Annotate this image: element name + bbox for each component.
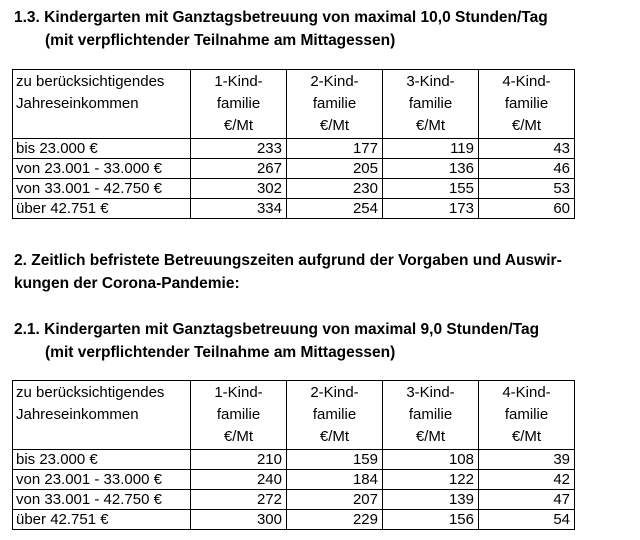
value-cell: 240 bbox=[191, 470, 287, 490]
header-line: 4-Kind- bbox=[502, 73, 551, 90]
table-row bbox=[13, 199, 575, 219]
section-2-heading bbox=[14, 249, 562, 295]
value-cell: 39 bbox=[479, 450, 575, 470]
header-line: familie bbox=[216, 406, 261, 423]
header-line: €/Mt bbox=[511, 428, 542, 445]
income-cell: über 42.751 € bbox=[13, 199, 191, 219]
value-cell: 53 bbox=[479, 179, 575, 199]
value-cell: 136 bbox=[383, 159, 479, 179]
header-cell-2-kind bbox=[287, 70, 383, 139]
income-cell: bis 23.000 € bbox=[13, 139, 191, 159]
value-cell: 302 bbox=[191, 179, 287, 199]
section-2-1-heading bbox=[14, 318, 539, 364]
header-cell-1-kind bbox=[191, 70, 287, 139]
fee-table-2-1 bbox=[12, 380, 575, 530]
income-cell: bis 23.000 € bbox=[13, 450, 191, 470]
header-line: 1-Kind- bbox=[214, 73, 263, 90]
header-cell-2-kind bbox=[287, 381, 383, 450]
value-cell: 60 bbox=[479, 199, 575, 219]
value-cell: 159 bbox=[287, 450, 383, 470]
table-header-row bbox=[13, 70, 575, 139]
value-cell: 155 bbox=[383, 179, 479, 199]
header-cell-4-kind bbox=[479, 381, 575, 450]
value-cell: 119 bbox=[383, 139, 479, 159]
table-row bbox=[13, 159, 575, 179]
header-line: familie bbox=[408, 406, 453, 423]
header-line: familie bbox=[216, 95, 261, 112]
income-header-cell bbox=[13, 381, 191, 450]
section-2-1-title: 2.1. Kindergarten mit Ganztagsbetreuung von maximal 9,0 Stunden/Tag bbox=[14, 321, 540, 338]
header-cell-4-kind bbox=[479, 70, 575, 139]
header-line: €/Mt bbox=[223, 117, 254, 134]
header-line: €/Mt bbox=[415, 428, 446, 445]
header-line: 2-Kind- bbox=[310, 384, 359, 401]
header-line: €/Mt bbox=[319, 428, 350, 445]
income-cell: von 23.001 - 33.000 € bbox=[13, 159, 191, 179]
header-line: 1-Kind- bbox=[214, 384, 263, 401]
fee-table-1-3 bbox=[12, 69, 575, 219]
value-cell: 54 bbox=[479, 510, 575, 530]
header-line: €/Mt bbox=[319, 117, 350, 134]
value-cell: 177 bbox=[287, 139, 383, 159]
header-line: 4-Kind- bbox=[502, 384, 551, 401]
value-cell: 173 bbox=[383, 199, 479, 219]
table-row bbox=[13, 450, 575, 470]
header-line: €/Mt bbox=[415, 117, 446, 134]
value-cell: 122 bbox=[383, 470, 479, 490]
table-row bbox=[13, 470, 575, 490]
income-cell: von 33.001 - 42.750 € bbox=[13, 179, 191, 199]
value-cell: 156 bbox=[383, 510, 479, 530]
income-header-line: zu berücksichtigendes bbox=[16, 73, 165, 90]
income-cell: von 33.001 - 42.750 € bbox=[13, 490, 191, 510]
value-cell: 43 bbox=[479, 139, 575, 159]
header-line: familie bbox=[312, 95, 357, 112]
value-cell: 229 bbox=[287, 510, 383, 530]
header-cell-3-kind bbox=[383, 70, 479, 139]
income-cell: von 23.001 - 33.000 € bbox=[13, 470, 191, 490]
value-cell: 108 bbox=[383, 450, 479, 470]
table-row bbox=[13, 179, 575, 199]
income-header-line: Jahreseinkommen bbox=[16, 95, 139, 112]
value-cell: 254 bbox=[287, 199, 383, 219]
value-cell: 184 bbox=[287, 470, 383, 490]
header-line: familie bbox=[408, 95, 453, 112]
income-header-line: zu berücksichtigendes bbox=[16, 384, 165, 401]
value-cell: 47 bbox=[479, 490, 575, 510]
value-cell: 267 bbox=[191, 159, 287, 179]
section-1-3-heading bbox=[14, 6, 548, 52]
value-cell: 300 bbox=[191, 510, 287, 530]
section-2-title-continued: kungen der Corona-Pandemie: bbox=[14, 275, 240, 292]
table-row bbox=[13, 510, 575, 530]
header-line: €/Mt bbox=[511, 117, 542, 134]
value-cell: 139 bbox=[383, 490, 479, 510]
value-cell: 233 bbox=[191, 139, 287, 159]
header-line: 3-Kind- bbox=[406, 384, 455, 401]
income-header-line: Jahreseinkommen bbox=[16, 406, 139, 423]
table-row bbox=[13, 490, 575, 510]
header-line: familie bbox=[312, 406, 357, 423]
value-cell: 46 bbox=[479, 159, 575, 179]
income-cell: über 42.751 € bbox=[13, 510, 191, 530]
value-cell: 334 bbox=[191, 199, 287, 219]
header-line: €/Mt bbox=[223, 428, 254, 445]
header-cell-1-kind bbox=[191, 381, 287, 450]
header-line: familie bbox=[504, 406, 549, 423]
value-cell: 272 bbox=[191, 490, 287, 510]
header-line: familie bbox=[504, 95, 549, 112]
income-header-cell bbox=[13, 70, 191, 139]
header-cell-3-kind bbox=[383, 381, 479, 450]
header-line: 2-Kind- bbox=[310, 73, 359, 90]
value-cell: 207 bbox=[287, 490, 383, 510]
section-2-title: 2. Zeitlich befristete Betreuungszeiten aufgrund der Vorgaben und Auswir- bbox=[14, 252, 562, 269]
table-row bbox=[13, 139, 575, 159]
section-1-3-subtitle: (mit verpflichtender Teilnahme am Mittagessen) bbox=[45, 32, 396, 49]
value-cell: 205 bbox=[287, 159, 383, 179]
value-cell: 210 bbox=[191, 450, 287, 470]
value-cell: 230 bbox=[287, 179, 383, 199]
section-1-3-title: 1.3. Kindergarten mit Ganztagsbetreuung von maximal 10,0 Stunden/Tag bbox=[14, 9, 548, 26]
table-header-row bbox=[13, 381, 575, 450]
section-2-1-subtitle: (mit verpflichtender Teilnahme am Mittagessen) bbox=[45, 344, 396, 361]
value-cell: 42 bbox=[479, 470, 575, 490]
header-line: 3-Kind- bbox=[406, 73, 455, 90]
